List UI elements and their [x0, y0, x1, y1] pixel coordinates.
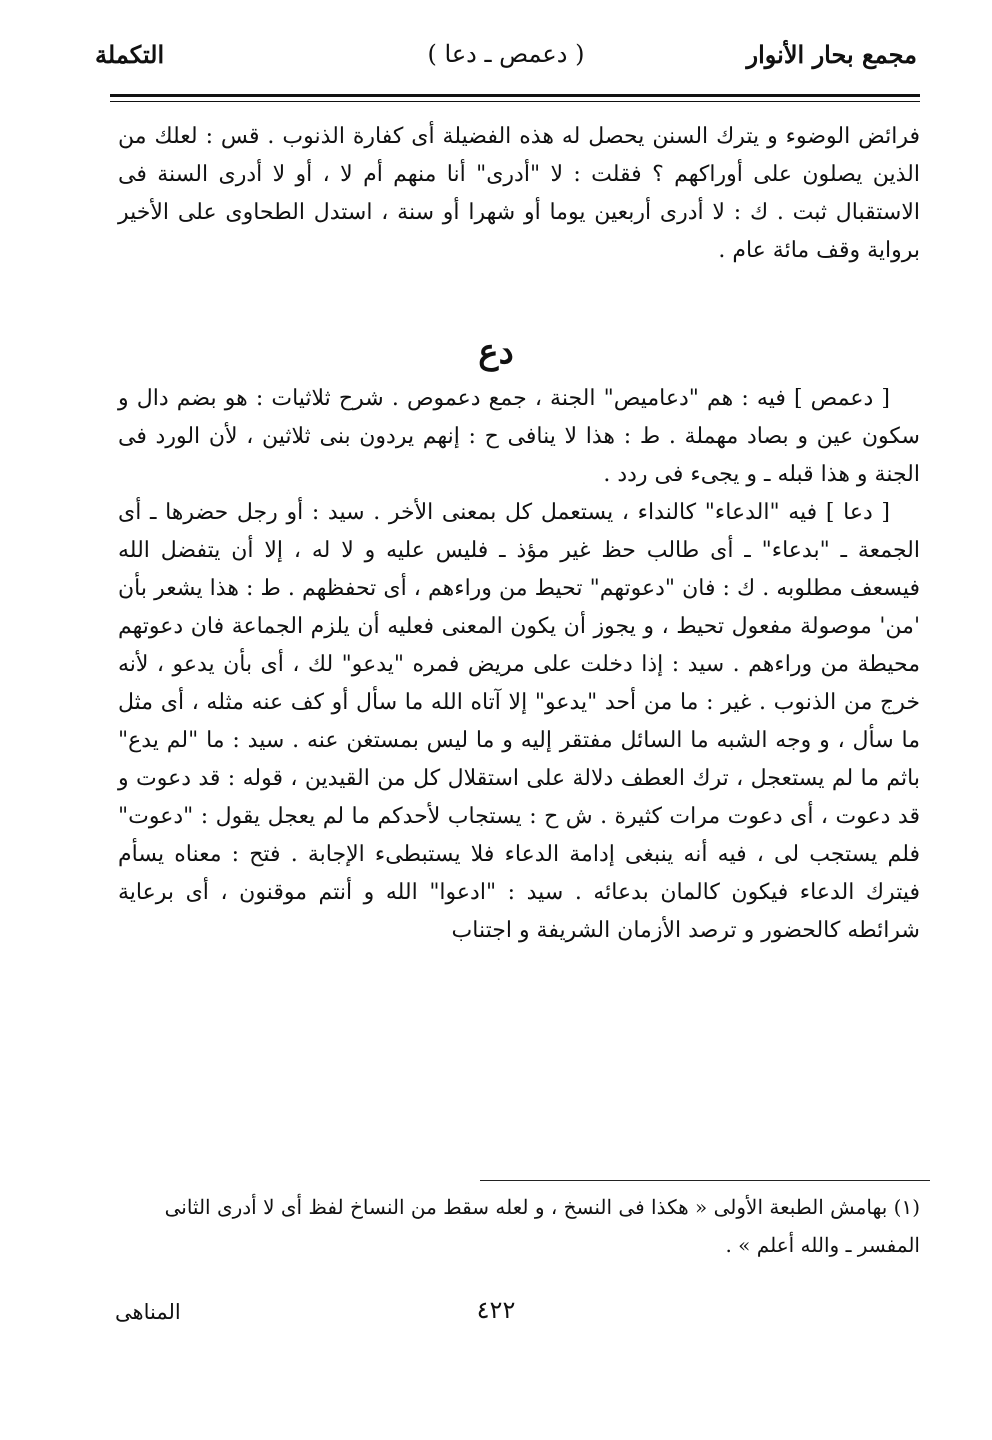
section-heading: دع — [478, 332, 514, 372]
continued-text-block — [118, 118, 920, 270]
book-title: مجمع بحار الأنوار — [746, 40, 917, 69]
running-head — [95, 40, 917, 90]
continued-paragraph: فرائض الوضوء و يترك السنن يحصل له هذه الفضيلة أى كفارة الذنوب . قس : لعلك من الذين يصلون على أوراكهم ؟ فقلت : لا "أدرى" أنا منهم أم لا ، أو لا أدرى السنة فى الاستقبال ثبت . ك : لا أدرى أربعين يوما أو شهرا أو سنة ، استدل الطحاوى على الأخير برواية وقف مائة عام . — [118, 124, 920, 263]
entry-dumus: [ دعمص ] فيه : هم "دعاميص" الجنة ، جمع دعموص . شرح ثلاثيات : هو بضم دال و سكون عين و بصاد مهملة . ط : هذا لا ينافى ح : إنهم يردون بنى ثلاثين ، لأن الورد فى الجنة و هذا قبله ـ و يجىء فى ردد . — [118, 386, 920, 487]
header-rule-thin — [110, 101, 920, 102]
footnote — [105, 1188, 920, 1264]
catchword: المناهى — [115, 1300, 181, 1324]
header-rule-thick — [110, 94, 920, 97]
entries-block — [118, 380, 920, 950]
section-label: التكملة — [95, 40, 165, 69]
page-number: ٤٢٢ — [476, 1296, 516, 1324]
footnote-line-1: (١) بهامش الطبعة الأولى « هكذا فى النسخ ، و لعله سقط من النساخ لفظ أى لا أدرى الثانى — [164, 1195, 920, 1219]
footnote-rule — [480, 1180, 930, 1181]
entry-daa: [ دعا ] فيه "الدعاء" كالنداء ، يستعمل كل بمعنى الأخر . سيد : أو رجل حضرها ـ أى الجمعة ـ "بدعاء" ـ أى طالب حظ غير مؤذ ـ فليس عليه و لا له ، إلا أن يتفضل الله فيسعف مطلوبه . ك : فان "دعوتهم" تحيط من وراءهم ، أى تحفظهم . ط : هذا يشعر بأن 'من' موصولة مفعول تحيط ، و يجوز أن يكون المعنى فعليه أن يلزم الجماعة فان دعوتهم محيطة من وراءهم . سيد : إذا دخلت على مريض فمره "يدعو" لك ، أى بأن يدعو ، لأنه خرج من الذنوب . غير : ما من أحد "يدعو" إلا آتاه الله ما سأل أو كف عنه مثله ، أى مثل ما سأل ، و وجه الشبه ما السائل مفتقر إليه و ما ليس بمستغن عنه . سيد : ما "لم يدع" باثم ما لم يستعجل ، ترك العطف دلالة على استقلال كل من القيدين ، قوله : قد دعوت و قد دعوت ، أى دعوت مرات كثيرة . ش ح : يستجاب لأحدكم ما لم يعجل يقول : "دعوت" فلم يستجب لى ، فيه أنه ينبغى إدامة الدعاء فلا يستبطىء الإجابة . فتح : معناه يسأم فيترك الدعاء فيكون كالمان بدعائه . سيد : "ادعوا" الله و أنتم موقنون ، أى برعاية شرائطه كالحضور و ترصد الأزمان الشريفة و اجتناب — [118, 500, 921, 943]
entry-range: ( دعمص ـ دعا ) — [427, 40, 585, 68]
footnote-line-2: المفسر ـ والله أعلم » . — [725, 1233, 920, 1257]
